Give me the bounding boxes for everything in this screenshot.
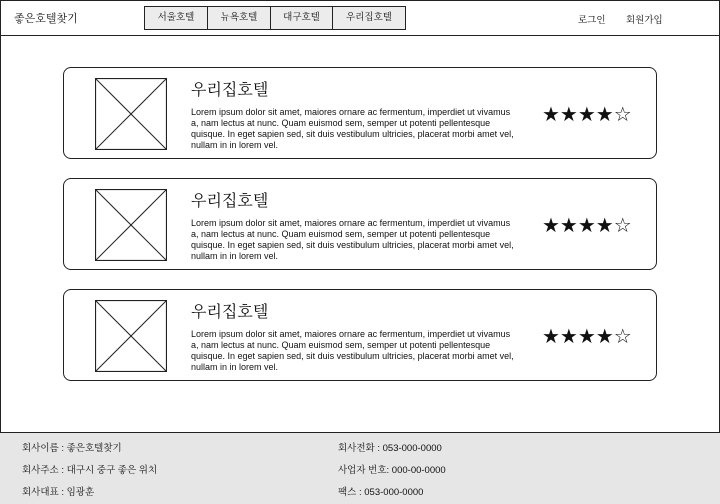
site-header bbox=[0, 0, 720, 36]
nav-item-daegu[interactable]: 대구호텔 bbox=[271, 7, 333, 29]
footer-phone: 회사전화 : 053-000-0000 bbox=[338, 443, 442, 454]
nav-item-seoul[interactable]: 서울호텔 bbox=[145, 7, 208, 29]
footer-business-number: 사업자 번호: 000-00-0000 bbox=[338, 465, 446, 476]
hotel-card[interactable] bbox=[63, 178, 657, 270]
hotel-card[interactable] bbox=[63, 289, 657, 381]
footer-fax: 팩스 : 053-000-0000 bbox=[338, 487, 424, 498]
hotel-description: Lorem ipsum dolor sit amet, maiores ornare ac fermentum, imperdiet ut vivamus a, nam lectus at nunc. Quam euismod sem, semper ut potenti pellentesque quisque. In eget sapien sed, sit duis vestibulum ultricies, placerat morbi amet vel, nullam in in lorem vel. bbox=[191, 329, 514, 371]
nav-item-newyork[interactable]: 뉴욕호텔 bbox=[208, 7, 271, 29]
main-nav bbox=[144, 6, 406, 30]
star-rating: ★★★★☆ bbox=[542, 102, 632, 126]
image-placeholder-icon bbox=[95, 189, 167, 261]
image-placeholder-icon bbox=[95, 78, 167, 150]
star-rating: ★★★★☆ bbox=[542, 324, 632, 348]
footer-ceo: 회사대표 : 임광훈 bbox=[22, 487, 95, 498]
signup-link[interactable]: 회원가입 bbox=[626, 15, 663, 26]
nav-item-urijip[interactable]: 우리집호텔 bbox=[346, 12, 392, 23]
footer-company-address: 회사주소 : 대구시 중구 좋은 위치 bbox=[22, 465, 158, 476]
hotel-title: 우리집호텔 bbox=[191, 302, 269, 321]
footer-company-name: 회사이름 : 좋은호텔찾기 bbox=[22, 443, 122, 454]
hotel-description: Lorem ipsum dolor sit amet, maiores ornare ac fermentum, imperdiet ut vivamus a, nam lectus at nunc. Quam euismod sem, semper ut potenti pellentesque quisque. In eget sapien sed, sit duis vestibulum ultricies, placerat morbi amet vel, nullam in in lorem vel. bbox=[191, 107, 514, 149]
image-placeholder-icon bbox=[95, 300, 167, 372]
hotel-description: Lorem ipsum dolor sit amet, maiores ornare ac fermentum, imperdiet ut vivamus a, nam lectus at nunc. Quam euismod sem, semper ut potenti pellentesque quisque. In eget sapien sed, sit duis vestibulum ultricies, placerat morbi amet vel, nullam in in lorem vel. bbox=[191, 218, 514, 260]
site-footer bbox=[0, 432, 720, 504]
hotel-card[interactable] bbox=[63, 67, 657, 159]
star-rating: ★★★★☆ bbox=[542, 213, 632, 237]
hotel-title: 우리집호텔 bbox=[191, 80, 269, 99]
site-logo-text[interactable]: 좋은호텔찾기 bbox=[14, 12, 78, 25]
hotel-title: 우리집호텔 bbox=[191, 191, 269, 210]
login-link[interactable]: 로그인 bbox=[578, 15, 606, 26]
